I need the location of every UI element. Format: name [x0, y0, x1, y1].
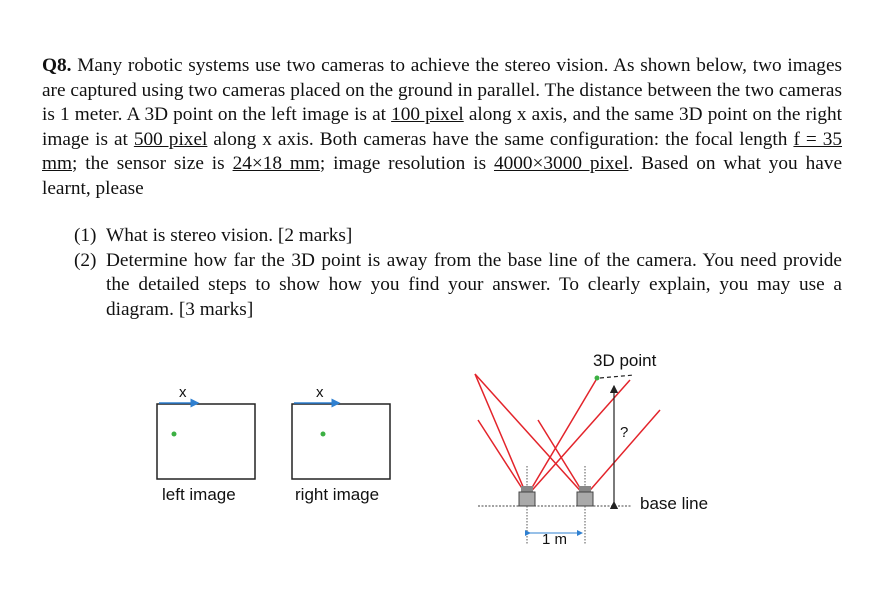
left-x-axis-label: x [179, 384, 187, 401]
right-image-label: right image [295, 485, 380, 504]
right-x-axis-label: x [316, 384, 324, 401]
question-number: Q8. [42, 55, 72, 76]
3d-point-dot [595, 376, 600, 381]
right-image-frame [292, 404, 390, 479]
distance-label: 1 m [542, 531, 568, 548]
left-image-label: left image [162, 485, 236, 504]
focal-length: f = 35 mm [42, 128, 843, 175]
left-point-dot [172, 432, 177, 437]
image-resolution: 4000×3000 pixel [493, 153, 629, 175]
camera-rays [475, 374, 660, 496]
sensor-size: 24×18 mm [232, 153, 320, 175]
point-dashed-line [600, 375, 634, 378]
depth-question-mark: ? [620, 424, 629, 441]
right-pixel-value: 500 pixel [133, 128, 208, 150]
sub-question-2: (2) Determine how far the 3D point is away from the base line of the camera. You need provide the detailed steps to show how you find your answer. To clearly explain, you may use a diagram. [3 marks] [74, 249, 842, 320]
left-camera-icon [519, 486, 535, 506]
right-point-dot [321, 432, 326, 437]
3d-point-label: 3D point [593, 351, 657, 370]
base-line-label: base line [640, 494, 709, 513]
sub-question-1: (1) What is stereo vision. [2 marks] [74, 225, 353, 246]
question-paragraph: Q8. Many robotic systems use two cameras to achieve the stereo vision. As shown below, two images are captured using two cameras placed on the ground in parallel. The distance between the two cameras is 1 meter. A 3D point on the left image is at 100 pixel along x axis, and the same 3D point on the right image is at 500 pixel along x axis. Both cameras have the same configuration: the focal length f = 35 mm; the sensor size is 24×18 mm; image resolution is 4000×3000 pixel. Based on what you have learnt, please [42, 55, 843, 199]
left-image-frame [157, 404, 255, 479]
right-camera-icon [577, 486, 593, 506]
left-pixel-value: 100 pixel [391, 104, 464, 126]
